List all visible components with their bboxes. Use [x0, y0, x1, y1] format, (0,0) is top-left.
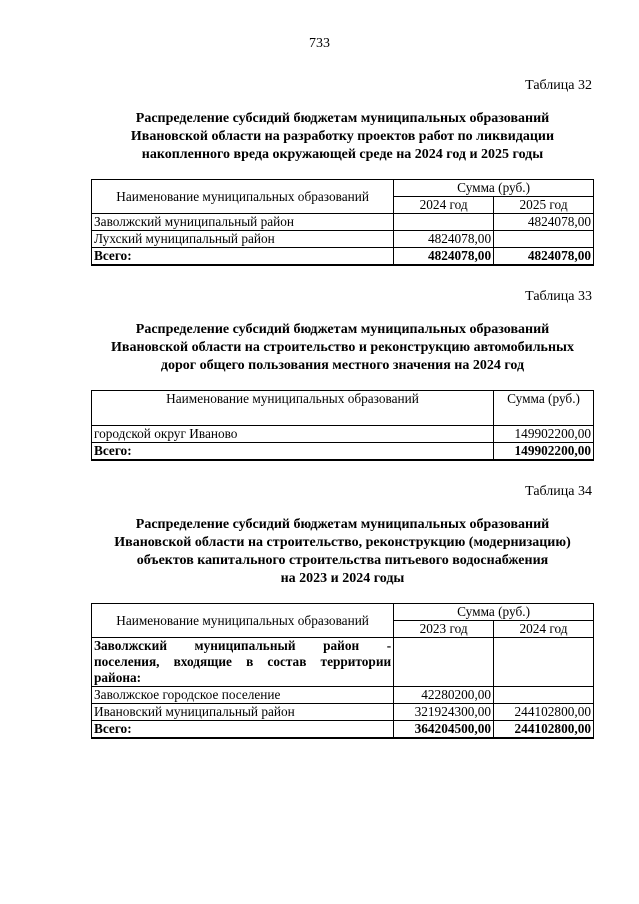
total-value-cell: 149902200,00 — [494, 443, 594, 461]
group-name-cell — [92, 638, 394, 687]
row-value-cell: 4824078,00 — [394, 231, 494, 248]
table-34-label: Таблица 34 — [525, 484, 592, 499]
table-33-title — [60, 321, 625, 375]
row-value-cell: 149902200,00 — [494, 426, 594, 443]
page-number: 733 — [309, 36, 330, 51]
table-header-row — [92, 604, 594, 621]
table-34-title-line: на 2023 и 2024 годы — [280, 571, 405, 586]
table-34-title-line: Распределение субсидий бюджетам муниципальных образований — [135, 517, 550, 532]
row-name-cell: Заволжский муниципальный район — [92, 214, 394, 231]
table-row — [92, 687, 594, 704]
table-row — [92, 231, 594, 248]
group-empty-cell — [494, 638, 594, 687]
total-row — [92, 443, 594, 461]
header-year-cell: 2023 год — [394, 621, 494, 638]
total-row — [92, 248, 594, 266]
header-year-cell: 2024 год — [494, 621, 594, 638]
header-year-cell: 2025 год — [494, 197, 594, 214]
row-name-cell: Лухский муниципальный район — [92, 231, 394, 248]
table-32-title-line: Распределение субсидий бюджетам муниципальных образований — [135, 111, 550, 126]
total-value-cell: 244102800,00 — [494, 721, 594, 739]
header-name-cell: Наименование муниципальных образований — [92, 604, 394, 638]
row-value-cell — [494, 687, 594, 704]
header-sum-cell: Сумма (руб.) — [394, 604, 594, 621]
total-label-cell: Всего: — [92, 721, 394, 739]
row-name-cell: Ивановский муниципальный район — [92, 704, 394, 721]
table-34-title-line: объектов капитального строительства питьевого водоснабжения — [136, 553, 549, 568]
row-value-cell — [494, 231, 594, 248]
header-year-cell: 2024 год — [394, 197, 494, 214]
total-value-cell: 4824078,00 — [494, 248, 594, 266]
table-32-title-line: накопленного вреда окружающей среде на 2024 год и 2025 годы — [141, 147, 544, 162]
table-33-title-line: Распределение субсидий бюджетам муниципальных образований — [135, 322, 550, 337]
total-label-cell: Всего: — [92, 443, 494, 461]
table-33-title-line: Ивановской области на строительство и реконструкцию автомобильных — [111, 340, 574, 355]
table-33-title-line: дорог общего пользования местного значения на 2024 год — [160, 358, 525, 373]
table-33 — [91, 390, 594, 461]
row-name-cell: городской округ Иваново — [92, 426, 494, 443]
group-line: района: — [94, 670, 142, 685]
header-name-cell: Наименование муниципальных образований — [92, 180, 394, 214]
row-value-cell: 4824078,00 — [494, 214, 594, 231]
total-value-cell: 4824078,00 — [394, 248, 494, 266]
table-group-row — [92, 638, 594, 687]
row-name-cell: Заволжское городское поселение — [92, 687, 394, 704]
table-34 — [91, 603, 594, 739]
table-34-title-line: Ивановской области на строительство, реконструкцию (модернизацию) — [114, 535, 571, 550]
table-32 — [91, 179, 594, 266]
header-sum-cell: Сумма (руб.) — [394, 180, 594, 197]
table-32-label: Таблица 32 — [525, 78, 592, 93]
table-32-title — [60, 110, 625, 164]
table-row — [92, 426, 594, 443]
table-33-label: Таблица 33 — [525, 289, 592, 304]
header-name-cell: Наименование муниципальных образований — [92, 391, 494, 426]
row-value-cell: 42280200,00 — [394, 687, 494, 704]
table-row — [92, 704, 594, 721]
table-row — [92, 214, 594, 231]
total-label-cell: Всего: — [92, 248, 394, 266]
header-sum-cell: Сумма (руб.) — [494, 391, 594, 426]
table-32-title-line: Ивановской области на разработку проектов работ по ликвидации — [130, 129, 555, 144]
row-value-cell: 321924300,00 — [394, 704, 494, 721]
total-value-cell: 364204500,00 — [394, 721, 494, 739]
row-value-cell: 244102800,00 — [494, 704, 594, 721]
group-line: Заволжский муниципальный район - — [94, 638, 392, 653]
total-row — [92, 721, 594, 739]
table-header-row — [92, 391, 594, 426]
group-empty-cell — [394, 638, 494, 687]
row-value-cell — [394, 214, 494, 231]
table-header-row — [92, 180, 594, 197]
table-34-title — [60, 516, 625, 588]
group-line: поселения, входящие в состав территории — [94, 654, 392, 669]
